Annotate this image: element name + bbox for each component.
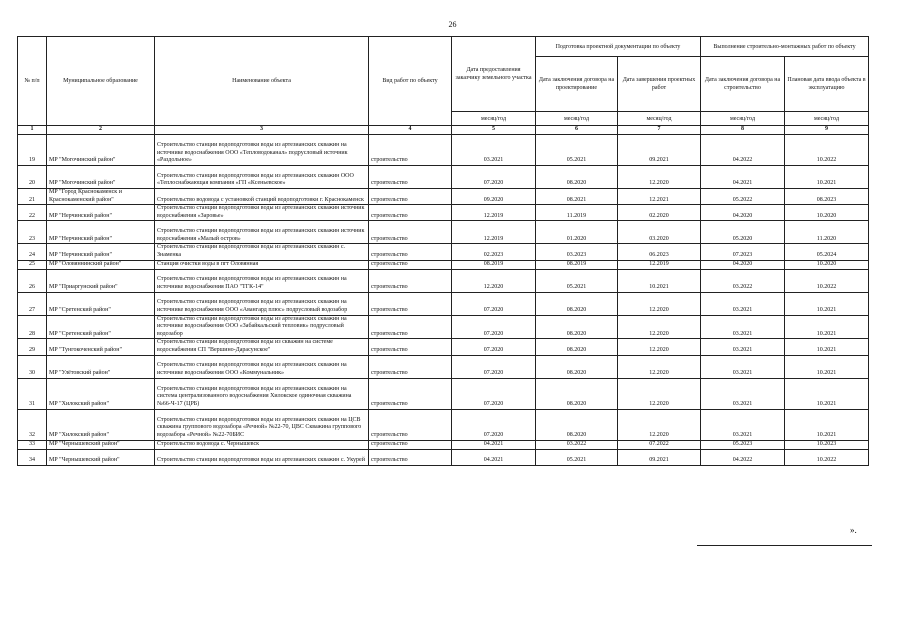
table-row xyxy=(18,260,869,269)
municipality-cell: МР "Чернышевский район" xyxy=(47,440,155,449)
row-number: 24 xyxy=(18,244,47,260)
design-finish-date: 03.2020 xyxy=(618,221,701,244)
design-contract-date: 08.2020 xyxy=(536,292,618,315)
table-row xyxy=(18,440,869,449)
land-provision-date: 12.2020 xyxy=(452,269,536,292)
object-name-cell: Строительство станции водоподготовки воды из артезианских скважин на источнике водоснабжения ООО «Забайкальский тепловик» подрусловый водозабор xyxy=(155,315,369,339)
table-row xyxy=(18,135,869,166)
object-name-cell: Строительство станции водоподготовки воды из артезианских скважин на система централизованного водоснабжения Хилокское одиночная скважина №66-Ч-17 (ЦРБ) xyxy=(155,378,369,409)
municipality-cell: МР "Нерчинский район" xyxy=(47,244,155,260)
construction-contract-date: 04.2022 xyxy=(701,449,785,465)
table-row xyxy=(18,189,869,205)
design-finish-date: 12.2020 xyxy=(618,292,701,315)
land-provision-date: 12.2019 xyxy=(452,221,536,244)
work-type-cell: строительство xyxy=(369,339,452,355)
design-finish-date: 12.2020 xyxy=(618,315,701,339)
row-number: 33 xyxy=(18,440,47,449)
work-type-cell: строительство xyxy=(369,205,452,221)
commissioning-date: 11.2020 xyxy=(785,221,869,244)
design-contract-date: 08.2020 xyxy=(536,409,618,440)
commissioning-date: 10.2021 xyxy=(785,355,869,378)
construction-contract-date: 03.2022 xyxy=(701,269,785,292)
construction-contract-date: 03.2021 xyxy=(701,315,785,339)
commissioning-date: 10.2022 xyxy=(785,269,869,292)
column-number: 2 xyxy=(47,126,155,135)
work-type-cell: строительство xyxy=(369,409,452,440)
column-number: 5 xyxy=(452,126,536,135)
construction-contract-date: 05.2022 xyxy=(701,189,785,205)
unit-label: месяц/год xyxy=(701,112,785,126)
table-row xyxy=(18,449,869,465)
design-finish-date: 12.2021 xyxy=(618,189,701,205)
column-number: 6 xyxy=(536,126,618,135)
construction-contract-date: 03.2021 xyxy=(701,355,785,378)
work-type-cell: строительство xyxy=(369,449,452,465)
commissioning-date: 10.2021 xyxy=(785,409,869,440)
design-contract-date: 05.2021 xyxy=(536,135,618,166)
construction-contract-date: 05.2023 xyxy=(701,440,785,449)
design-contract-date: 01.2020 xyxy=(536,221,618,244)
commissioning-date: 08.2023 xyxy=(785,189,869,205)
design-finish-date: 09.2021 xyxy=(618,135,701,166)
header-design-contract: Дата заключения договора на проектирование xyxy=(536,57,618,112)
construction-contract-date: 03.2021 xyxy=(701,409,785,440)
header-design-finish: Дата завершения проектных работ xyxy=(618,57,701,112)
object-name-cell: Станция очистки воды в пгт Оловянная xyxy=(155,260,369,269)
commissioning-date: 10.2021 xyxy=(785,339,869,355)
row-number: 25 xyxy=(18,260,47,269)
design-contract-date: 08.2020 xyxy=(536,166,618,189)
land-provision-date: 07.2020 xyxy=(452,339,536,355)
design-contract-date: 08.2020 xyxy=(536,355,618,378)
object-name-cell: Строительство станции водоподготовки воды из артезианских скважин источник водоснабжения «Малый остров» xyxy=(155,221,369,244)
header-land-provision: Дата предоставления заказчику земельного участка xyxy=(452,37,536,112)
municipality-cell: МР "Чернышевский район" xyxy=(47,449,155,465)
design-finish-date: 02.2020 xyxy=(618,205,701,221)
municipality-cell: МР "Могочинский район" xyxy=(47,135,155,166)
header-commissioning: Плановая дата ввода объекта в эксплуатацию xyxy=(785,57,869,112)
work-type-cell: строительство xyxy=(369,260,452,269)
municipality-cell: МР "Приаргунский район" xyxy=(47,269,155,292)
header-construction-group: Выполнение строительно-монтажных работ по объекту xyxy=(701,37,869,57)
land-provision-date: 02.2023 xyxy=(452,244,536,260)
design-finish-date: 12.2020 xyxy=(618,355,701,378)
construction-contract-date: 05.2020 xyxy=(701,221,785,244)
table-row xyxy=(18,221,869,244)
row-number: 21 xyxy=(18,189,47,205)
table-row xyxy=(18,355,869,378)
row-number: 23 xyxy=(18,221,47,244)
construction-contract-date: 03.2021 xyxy=(701,292,785,315)
commissioning-date: 10.2023 xyxy=(785,440,869,449)
schedule-table xyxy=(17,36,869,466)
work-type-cell: строительство xyxy=(369,355,452,378)
land-provision-date: 07.2020 xyxy=(452,378,536,409)
design-finish-date: 12.2020 xyxy=(618,409,701,440)
table-row xyxy=(18,269,869,292)
column-number: 8 xyxy=(701,126,785,135)
unit-label: месяц/год xyxy=(536,112,618,126)
row-number: 30 xyxy=(18,355,47,378)
header-n: № п/п xyxy=(18,37,47,126)
table-row xyxy=(18,166,869,189)
work-type-cell: строительство xyxy=(369,221,452,244)
row-number: 27 xyxy=(18,292,47,315)
municipality-cell: МР "Хилокский район" xyxy=(47,409,155,440)
design-contract-date: 05.2021 xyxy=(536,269,618,292)
municipality-cell: МР "Город Краснокаменск и Краснокаменский район" xyxy=(47,189,155,205)
municipality-cell: МР "Сретенский район" xyxy=(47,292,155,315)
row-number: 31 xyxy=(18,378,47,409)
object-name-cell: Строительство водовода с. Чернышевск xyxy=(155,440,369,449)
object-name-cell: Строительство станции водоподготовки воды из артезианских скважин на источнике водоснабжения ПАО "ТГК-14" xyxy=(155,269,369,292)
design-finish-date: 12.2020 xyxy=(618,166,701,189)
object-name-cell: Строительство станции водоподготовки воды из артезианских скважин на источнике водоснабжения ООО «Тепловодоканал» подрусловый источник «Раздольное» xyxy=(155,135,369,166)
work-type-cell: строительство xyxy=(369,166,452,189)
commissioning-date: 10.2022 xyxy=(785,449,869,465)
design-contract-date: 11.2019 xyxy=(536,205,618,221)
commissioning-date: 10.2020 xyxy=(785,260,869,269)
object-name-cell: Строительство водовода с установкой станций водоподготовки г. Краснокаменск xyxy=(155,189,369,205)
object-name-cell: Строительство станции водоподготовки воды из артезианских скважин на источнике водоснабжения ООО «Коммунальник» xyxy=(155,355,369,378)
design-finish-date: 12.2020 xyxy=(618,339,701,355)
header-object-name: Наименование объекта xyxy=(155,37,369,126)
commissioning-date: 10.2020 xyxy=(785,205,869,221)
land-provision-date: 07.2020 xyxy=(452,315,536,339)
table-row xyxy=(18,339,869,355)
land-provision-date: 04.2021 xyxy=(452,449,536,465)
column-number: 7 xyxy=(618,126,701,135)
commissioning-date: 10.2021 xyxy=(785,378,869,409)
design-finish-date: 10.2021 xyxy=(618,269,701,292)
table-row xyxy=(18,205,869,221)
closing-line xyxy=(697,545,872,546)
municipality-cell: МР "Хилокский район" xyxy=(47,378,155,409)
commissioning-date: 10.2021 xyxy=(785,292,869,315)
design-contract-date: 05.2021 xyxy=(536,449,618,465)
land-provision-date: 09.2020 xyxy=(452,189,536,205)
land-provision-date: 07.2020 xyxy=(452,292,536,315)
construction-contract-date: 03.2021 xyxy=(701,378,785,409)
object-name-cell: Строительство станции водоподготовки воды из артезианских скважин ООО «Теплоснабжающая компания «ГП «Ксеньевское» xyxy=(155,166,369,189)
construction-contract-date: 04.2022 xyxy=(701,135,785,166)
table-row xyxy=(18,315,869,339)
municipality-cell: МР "Оловяннинский район" xyxy=(47,260,155,269)
design-finish-date: 12.2019 xyxy=(618,260,701,269)
header-design-group: Подготовка проектной документации по объекту xyxy=(536,37,701,57)
work-type-cell: строительство xyxy=(369,189,452,205)
work-type-cell: строительство xyxy=(369,135,452,166)
commissioning-date: 10.2022 xyxy=(785,135,869,166)
work-type-cell: строительство xyxy=(369,378,452,409)
row-number: 20 xyxy=(18,166,47,189)
row-number: 19 xyxy=(18,135,47,166)
closing-mark: ». xyxy=(850,525,857,535)
design-contract-date: 08.2020 xyxy=(536,339,618,355)
work-type-cell: строительство xyxy=(369,269,452,292)
table-row xyxy=(18,292,869,315)
municipality-cell: МР "Могочинский район" xyxy=(47,166,155,189)
municipality-cell: МР "Улётовский район" xyxy=(47,355,155,378)
construction-contract-date: 07.2023 xyxy=(701,244,785,260)
column-number: 1 xyxy=(18,126,47,135)
design-contract-date: 08.2021 xyxy=(536,189,618,205)
land-provision-date: 12.2019 xyxy=(452,205,536,221)
object-name-cell: Строительство станции водоподготовки воды из артезианских скважин с. Укурей xyxy=(155,449,369,465)
work-type-cell: строительство xyxy=(369,292,452,315)
construction-contract-date: 04.2021 xyxy=(701,166,785,189)
header-construction-contract: Дата заключения договора на строительство xyxy=(701,57,785,112)
row-number: 22 xyxy=(18,205,47,221)
land-provision-date: 07.2020 xyxy=(452,166,536,189)
construction-contract-date: 04.2020 xyxy=(701,260,785,269)
work-type-cell: строительство xyxy=(369,440,452,449)
row-number: 28 xyxy=(18,315,47,339)
design-finish-date: 09.2021 xyxy=(618,449,701,465)
commissioning-date: 10.2021 xyxy=(785,315,869,339)
object-name-cell: Строительство станции водоподготовки воды из артезианских скважин на ЦСВ скважина группового водозабора «Речной» №22-70, ЦВС Скважина группового водозабора «Речной» №22-70БИС xyxy=(155,409,369,440)
object-name-cell: Строительство станции водоподготовки воды из артезианских скважин на источнике водоснабжения ООО «Авангард плюс» подрусловый водозабор xyxy=(155,292,369,315)
object-name-cell: Строительство станции водоподготовки воды из артезианских скважин с. Знаменка xyxy=(155,244,369,260)
design-contract-date: 08.2020 xyxy=(536,315,618,339)
municipality-cell: МР "Тунгокоченский район" xyxy=(47,339,155,355)
header-municipality: Муниципальное образование xyxy=(47,37,155,126)
commissioning-date: 05.2024 xyxy=(785,244,869,260)
table-row xyxy=(18,409,869,440)
page-number: 26 xyxy=(448,20,457,29)
row-number: 34 xyxy=(18,449,47,465)
design-contract-date: 08.2020 xyxy=(536,378,618,409)
construction-contract-date: 04.2020 xyxy=(701,205,785,221)
design-finish-date: 06.2023 xyxy=(618,244,701,260)
table-row xyxy=(18,244,869,260)
row-number: 32 xyxy=(18,409,47,440)
design-finish-date: 12.2020 xyxy=(618,378,701,409)
object-name-cell: Строительство станции водоподготовки воды из артезианских скважин источник водоснабжения «Заровье» xyxy=(155,205,369,221)
unit-label: месяц/год xyxy=(452,112,536,126)
table-row xyxy=(18,378,869,409)
design-contract-date: 03.2023 xyxy=(536,244,618,260)
unit-label: месяц/год xyxy=(785,112,869,126)
land-provision-date: 08.2019 xyxy=(452,260,536,269)
row-number: 29 xyxy=(18,339,47,355)
column-number: 9 xyxy=(785,126,869,135)
design-contract-date: 08.2019 xyxy=(536,260,618,269)
design-finish-date: 07.2022 xyxy=(618,440,701,449)
commissioning-date: 10.2021 xyxy=(785,166,869,189)
object-name-cell: Строительство станции водоподготовки воды из скважин на системе водоснабжения СП "Вершино-Дарасунское" xyxy=(155,339,369,355)
land-provision-date: 03.2021 xyxy=(452,135,536,166)
row-number: 26 xyxy=(18,269,47,292)
land-provision-date: 04.2021 xyxy=(452,440,536,449)
municipality-cell: МР "Нерчинский район" xyxy=(47,221,155,244)
design-contract-date: 03.2022 xyxy=(536,440,618,449)
unit-label: месяц/год xyxy=(618,112,701,126)
land-provision-date: 07.2020 xyxy=(452,409,536,440)
work-type-cell: строительство xyxy=(369,315,452,339)
column-number: 3 xyxy=(155,126,369,135)
header-work-type: Вид работ по объекту xyxy=(369,37,452,126)
land-provision-date: 07.2020 xyxy=(452,355,536,378)
column-number: 4 xyxy=(369,126,452,135)
municipality-cell: МР "Сретенский район" xyxy=(47,315,155,339)
work-type-cell: строительство xyxy=(369,244,452,260)
municipality-cell: МР "Нерчинский район" xyxy=(47,205,155,221)
construction-contract-date: 03.2021 xyxy=(701,339,785,355)
